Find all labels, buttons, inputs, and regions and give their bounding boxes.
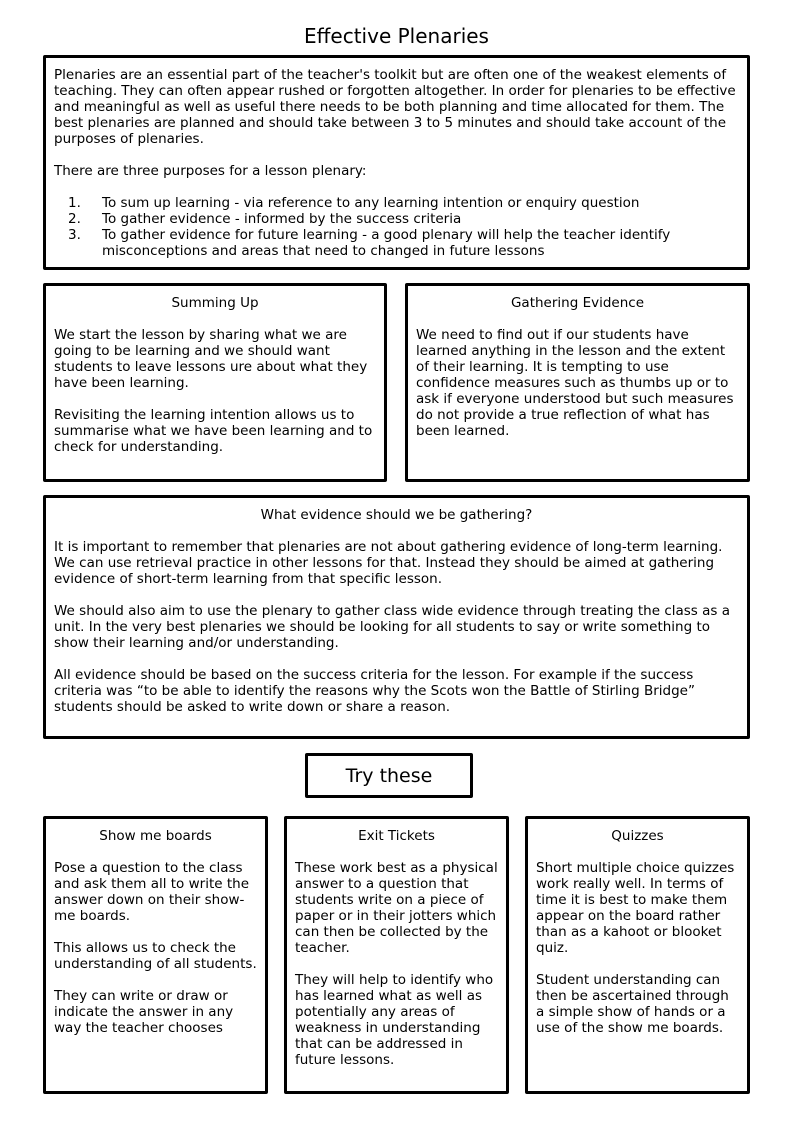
section-paragraph: We should also aim to use the plenary to gather class wide evidence through treating the class as a unit. In the very best plenaries we should be looking for all students to say or write something to show their learning and/or understanding. (54, 603, 730, 651)
card-paragraph: They will help to identify who has learned what as well as potentially any areas of weakness in understanding that can be addressed in future lessons. (295, 972, 494, 1068)
card-show-me-boards (43, 816, 268, 1094)
card-quizzes (525, 816, 750, 1094)
gathering-evidence-box (405, 283, 750, 482)
card-paragraph: This allows us to check the understanding of all students. (54, 940, 257, 972)
list-text: To gather evidence for future learning - a good plenary will help the teacher identify misconceptions and areas that need to changed in future lessons (102, 227, 671, 259)
card-heading: Show me boards (99, 828, 212, 844)
card-heading: Quizzes (611, 828, 664, 844)
card-paragraph: Student understanding can then be ascertained through a simple show of hands or a use of the show me boards. (536, 972, 729, 1036)
list-number: 3. (68, 227, 81, 243)
summing-up-box (43, 283, 387, 482)
card-paragraph: Short multiple choice quizzes work really well. In terms of time it is best to make them appear on the board rather than as a kahoot or blooket quiz. (536, 860, 735, 956)
section-heading: Summing Up (171, 295, 259, 311)
section-paragraph: We need to find out if our students have learned anything in the lesson and the extent of their learning. It is tempting to use confidence measures such as thumbs up or to ask if everyone understood but such measures do not provide a true reflection of what has been learned. (416, 327, 734, 439)
card-paragraph: Pose a question to the class and ask them all to write the answer down on their show-me boards. (54, 860, 249, 924)
section-paragraph: It is important to remember that plenaries are not about gathering evidence of long-term learning. We can use retrieval practice in other lessons for that. Instead they should be aimed at gathering evidence of short-term learning from that specific lesson. (54, 539, 723, 587)
page-title: Effective Plenaries (304, 24, 489, 48)
card-heading: Exit Tickets (358, 828, 435, 844)
section-paragraph: Revisiting the learning intention allows us to summarise what we have been learning and to check for understanding. (54, 407, 373, 455)
section-heading: Gathering Evidence (510, 295, 645, 311)
section-paragraph: All evidence should be based on the success criteria for the lesson. For example if the success criteria was “to be able to identify the reasons why the Scots won the Battle of Stirling Bridge” students should be asked to write down or share a reason. (54, 667, 695, 715)
try-these-banner: Try these (305, 753, 473, 798)
card-exit-tickets (284, 816, 509, 1094)
intro-box (43, 55, 750, 270)
card-paragraph: They can write or draw or indicate the answer in any way the teacher chooses (54, 988, 234, 1036)
list-number: 2. (68, 211, 81, 227)
card-paragraph: These work best as a physical answer to a question that students write on a piece of paper or in their jotters which can then be collected by the teacher. (295, 860, 498, 956)
list-item (54, 227, 739, 259)
purposes-lead: There are three purposes for a lesson plenary: (54, 163, 367, 179)
list-number: 1. (68, 195, 81, 211)
what-evidence-box (43, 495, 750, 739)
list-text: To gather evidence - informed by the success criteria (102, 211, 462, 227)
purposes-list (54, 195, 739, 259)
list-item (54, 195, 739, 211)
section-heading: What evidence should we be gathering? (260, 507, 533, 523)
list-text: To sum up learning - via reference to any learning intention or enquiry question (102, 195, 640, 211)
section-paragraph: We start the lesson by sharing what we are going to be learning and we should want students to leave lessons ure about what they have been learning. (54, 327, 368, 391)
list-item (54, 211, 739, 227)
intro-paragraph: Plenaries are an essential part of the teacher's toolkit but are often one of the weakest elements of teaching. They can often appear rushed or forgotten altogether. In order for plenaries to be effective and meaningful as well as useful there needs to be both planning and time allocated for them. The best plenaries are planned and should take between 3 to 5 minutes and should take account of the purposes of plenaries. (54, 67, 736, 147)
